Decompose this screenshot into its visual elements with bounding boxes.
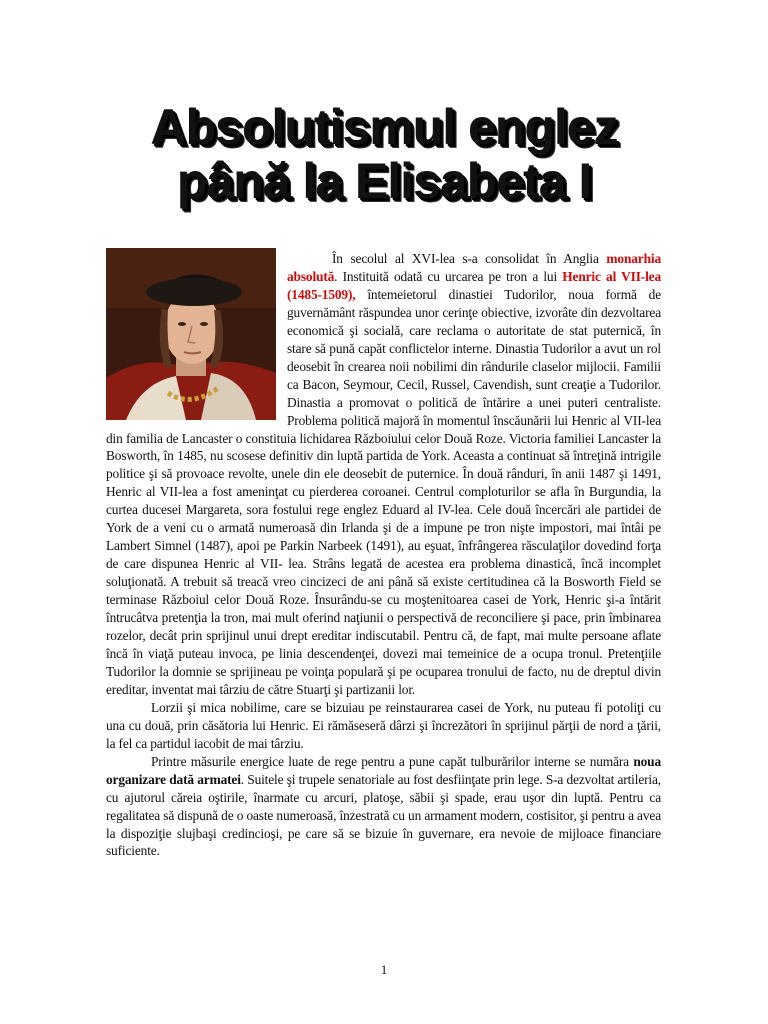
paragraph-3-text-a: Printre măsurile energice luate de rege pentru a pune capăt tulburărilor interne se număra — [151, 753, 634, 769]
highlight-organizare-armata: noua organizare dată armatei — [106, 753, 661, 787]
title-line-1: Absolutismul englez — [150, 99, 618, 155]
portrait-spacer — [106, 250, 287, 428]
paragraph-3 — [106, 753, 661, 861]
paragraph-3-text-b: . Suitele şi trupele senatoriale au fost desfiinţate prin lege. S-a dezvoltat artileria, cu ajutorul căreia oştirile, înarmate cu arcuri, platoşe, săbii şi spade, erau uşor din luptă. Pentru ca regalitatea să dispună de o oaste numeroasă, înzestrată cu un armament modern, costisitor, şi pentru a avea la dispoziţie slujbaşi credincioşi, pe care să se bizuie în guvernare, era nevoie de mijloace financiare suficiente. — [106, 771, 661, 859]
body-text — [106, 250, 661, 860]
highlight-henric-vii: Henric al VII-lea (1485-1509), — [287, 268, 661, 302]
paragraph-1-text-c: întemeietorul dinastiei Tudorilor, noua formă de guvernământ răspundea unor cerinţe obiective, izvorâte din dezvoltarea economică şi socială, care reclama o autoritate de stat puternică, în stare să pună capăt conflictelor interne. Dinastia Tudorilor a avut un rol deosebit în crearea noii nobilimi din rândurile claselor mijlocii. Familii ca Bacon, Seymour, Cecil, Russel, Cavendish, sunt creaţie a Tudorilor. Dinastia a promovat o politică de întărire a unei puteri centraliste. Problema politică majoră în momentul înscăunării lui Henric al VII-lea din familia de Lancaster o constituia lichidarea Războiului celor Două Roze. Victoria familiei Lancaster la Bosworth, în 1485, nu scosese definitiv din luptă partida de York. Aceasta a continuat să întreţină intrigile politice şi să provoace revolte, unele din ele deosebit de puternice. În două rânduri, în anii 1487 şi 1491, Henric al VII-lea a fost ameninţat cu pierderea coroanei. Centrul comploturilor se afla în Burgundia, la curtea ducesei Margareta, sora fostului rege englez Eduard al IV-lea. Cele două încercări ale partidei de York de a veni cu o armată numeroasă din Irlanda şi de a impune pe tron nişte impostori, mai întâi pe Lambert Simnel (1487), apoi pe Parkin Narbeek (1491), au eşuat, înfrângerea răsculaţilor dovedind forţa de care dispunea Henric al VII- lea. Strâns legată de acestea era problema dinastică, încă incomplet soluţionată. A trebuit să treacă vreo cincizeci de ani până să existe certitudinea că la Bosworth Field se terminase Războiul celor Două Roze. Însurându-se cu moştenitoarea casei de York, Henric şi-a întărit întrucâtva pretenţia la tron, mai mult oferind naţiunii o perspectivă de reconciliere şi pace, prin îmbinarea rozelor, decât prin sprijinul unui drept ereditar indiscutabil. Pentru că, de fapt, mai multe persoane aflate încă în viaţă puteau invoca, pe linia descendenţei, dovezi mai temeinice de a ocupa tronul. Pretenţiile Tudorilor la domnie se sprijineau pe voinţa populară şi pe ocuparea tronului de facto, nu de dreptul divin ereditar, inventat mai târziu de către Stuarţi şi partizanii lor. — [106, 286, 661, 697]
paragraph-1-text-a: În secolul al XVI-lea s-a consolidat în Anglia — [332, 251, 607, 266]
title-line-2: până la Elisabeta I — [176, 153, 592, 209]
page-number: 1 — [380, 962, 388, 977]
paragraph-2: Lorzii şi mica nobilime, care se bizuiau pe reinstaurarea casei de York, nu puteau fi potoliţi cu una cu două, prin căsătoria lui Henric. Ei rămăseseră dârzi şi încrezători în sprijinul părţii de nord a ţării, la fel ca partidul iacobit de mai târziu. — [106, 699, 661, 751]
paragraph-1-text-b: . Instituită odată cu urcarea pe tron a lui — [334, 268, 563, 284]
highlight-monarhia-absoluta: monarhia absolută — [287, 251, 661, 284]
page-title — [0, 100, 768, 208]
